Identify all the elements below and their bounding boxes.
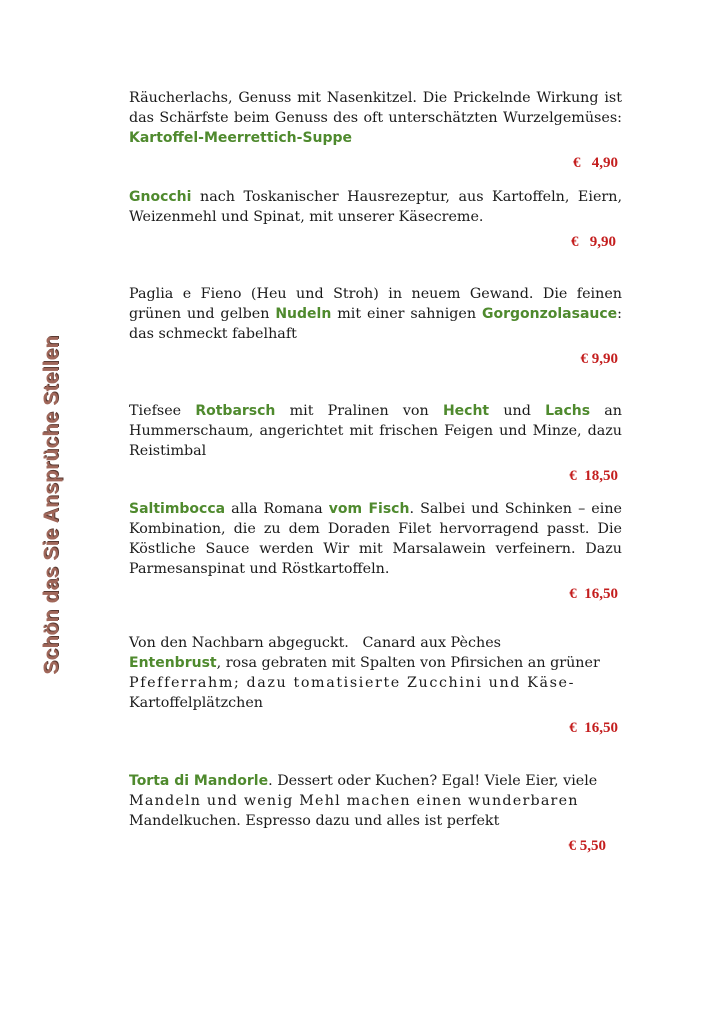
- item-price: [129, 838, 606, 855]
- side-title: Schön das Sie Ansprüche Stellen: [40, 335, 63, 675]
- item-price: [129, 468, 618, 485]
- item-description: [129, 88, 622, 148]
- item-text: . Salbei und Schinken – eine Kombination, die zu dem Doraden Filet hervorragend passt. Die Köstliche Sauce werden Wir mit Marsalawein verfeinern. Dazu Parmesanspinat und Röstkartoffeln.: [129, 501, 623, 577]
- price-value: 5,50: [579, 838, 606, 854]
- menu-item-kartoffel-meerrettich-suppe: [129, 88, 622, 172]
- currency-symbol: €: [569, 720, 577, 736]
- item-highlight: Torta di Mandorle: [129, 773, 269, 789]
- menu-item-saltimbocca: [129, 499, 622, 603]
- item-description: [129, 284, 622, 344]
- item-text: . Dessert oder Kuchen? Egal! Viele Eier, viele: [268, 773, 598, 789]
- currency-symbol: €: [568, 838, 576, 854]
- item-highlight: Saltimbocca: [129, 501, 226, 517]
- item-text: Mandeln und wenig Mehl machen einen wunderbaren: [129, 793, 579, 809]
- price-value: 16,50: [584, 720, 618, 736]
- item-highlight: Rotbarsch: [195, 403, 276, 419]
- item-price: [129, 720, 618, 737]
- item-text: Kartoffelplätzchen: [129, 695, 263, 711]
- item-price: [129, 351, 618, 368]
- currency-symbol: €: [569, 586, 577, 602]
- item-price: [129, 586, 618, 603]
- menu-item-gnocchi: [129, 187, 622, 251]
- item-text: Von den Nachbarn abgeguckt. Canard aux Pèches: [129, 635, 502, 651]
- item-description: [129, 499, 622, 579]
- item-text: Tiefsee: [129, 403, 196, 419]
- menu-item-torta-di-mandorle: [129, 771, 622, 855]
- item-description: [129, 401, 622, 461]
- item-text: nach Toskanischer Hausrezeptur, aus Kartoffeln, Eiern, Weizenmehl und Spinat, mit unserer Käsecreme.: [129, 189, 622, 225]
- item-text: und: [489, 403, 546, 419]
- item-text: , rosa gebraten mit Spalten von Pfirsichen an grüner: [216, 655, 600, 671]
- currency-symbol: €: [571, 234, 579, 250]
- item-highlight: vom Fisch: [328, 501, 410, 517]
- item-text: alla Romana: [225, 501, 329, 517]
- item-description: [129, 771, 622, 831]
- item-text: Paglia e Fieno (Heu und Stroh) in neuem Gewand. Die feinen grünen und gelben: [129, 286, 622, 322]
- item-text: Räucherlachs, Genuss mit Nasenkitzel. Die Prickelnde Wirkung ist das Schärfste beim Genuss des oft unterschätzten Wurzelgemüses:: [129, 90, 622, 126]
- item-description: [129, 633, 622, 713]
- item-highlight: Gorgonzolasauce: [481, 306, 618, 322]
- menu-item-rotbarsch: [129, 401, 622, 485]
- item-text: mit einer sahnigen: [331, 306, 482, 322]
- item-highlight: Nudeln: [275, 306, 332, 322]
- item-description: [129, 187, 622, 227]
- currency-symbol: €: [569, 468, 577, 484]
- item-text: : das schmeckt fabelhaft: [129, 306, 622, 342]
- price-value: 9,90: [589, 234, 616, 250]
- price-value: 18,50: [584, 468, 618, 484]
- item-text: mit Pralinen von: [275, 403, 443, 419]
- price-value: 4,90: [591, 155, 618, 171]
- item-price: [129, 155, 618, 172]
- menu-item-nudeln: [129, 284, 622, 368]
- item-price: [129, 234, 616, 251]
- menu-item-entenbrust: [129, 633, 622, 737]
- item-highlight: Kartoffel-Meerrettich-Suppe: [129, 130, 353, 146]
- currency-symbol: €: [573, 155, 581, 171]
- item-highlight: Entenbrust: [129, 655, 217, 671]
- item-highlight: Hecht: [442, 403, 490, 419]
- price-value: 16,50: [584, 586, 618, 602]
- item-highlight: Lachs: [545, 403, 591, 419]
- item-text: an Hummerschaum, angerichtet mit frischen Feigen und Minze, dazu Reistimbal: [129, 403, 622, 459]
- item-text: Mandelkuchen. Espresso dazu und alles ist perfekt: [129, 813, 500, 829]
- item-highlight: Gnocchi: [129, 189, 192, 205]
- currency-symbol: €: [580, 351, 588, 367]
- item-text: Pfefferrahm; dazu tomatisierte Zucchini und Käse-: [129, 675, 576, 691]
- price-value: 9,90: [591, 351, 618, 367]
